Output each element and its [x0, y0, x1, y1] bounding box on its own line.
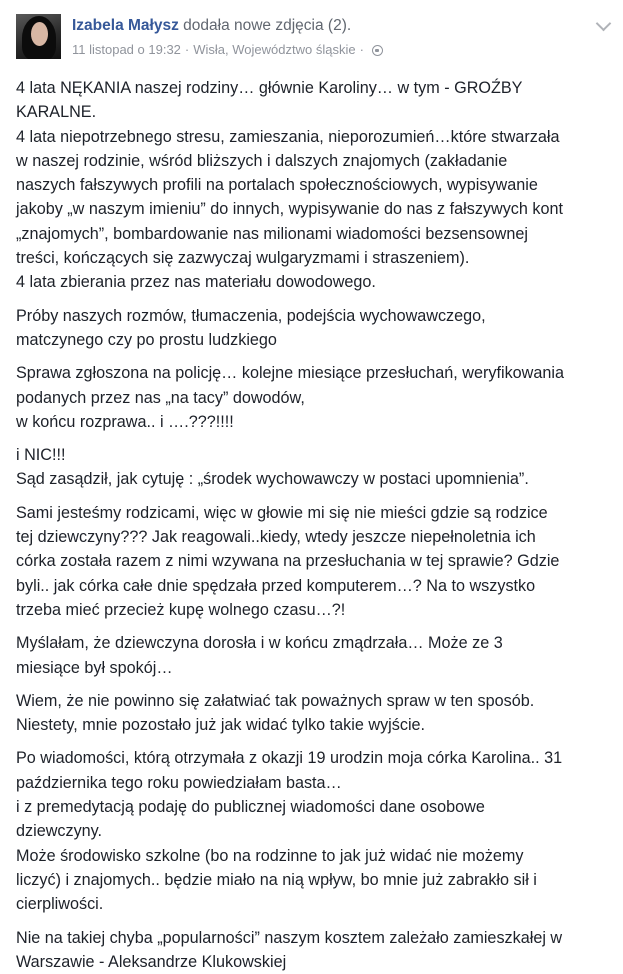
post-location[interactable]: Wisła, Województwo śląskie [193, 41, 355, 59]
header-text [72, 14, 609, 59]
post-text-line: Wiem, że nie powinno się załatwiać tak poważnych spraw w ten sposób. [16, 689, 605, 713]
post-text-line: córka została razem z nimi wzywana na przesłuchania w tej sprawie? Gdzie [16, 549, 605, 573]
post-text-line: byli.. jak córka całe dnie spędzała przed komputerem…? Na to wszystko [16, 574, 605, 598]
post-text-line: Sąd zasądził, jak cytuję : „środek wychowawczy w postaci upomnienia”. [16, 467, 605, 491]
author-name[interactable]: Izabela Małysz [72, 17, 179, 34]
post-header [16, 14, 609, 76]
post-text-line: miesiące był spokój… [16, 656, 605, 680]
post-paragraph [16, 746, 605, 916]
post-paragraph [16, 443, 605, 492]
post-text-line: i z premedytacją podaję do publicznej wiadomości dane osobowe [16, 795, 605, 819]
post-text-line: Niestety, mnie pozostało już jak widać tylko takie wyjście. [16, 713, 605, 737]
post-text-line: Może środowisko szkolne (bo na rodzinne to jak już widać nie możemy [16, 844, 605, 868]
post-text-line: podanych przez nas „na tacy” dowodów, [16, 386, 605, 410]
post-timestamp[interactable]: 11 listopad o 19:32 [72, 41, 181, 59]
post-paragraph [16, 926, 605, 974]
post-text-line: Nie na takiej chyba „popularności” naszym kosztem zależało zamieszkałej w [16, 926, 605, 950]
post-text-line: matczynego czy po prostu ludzkiego [16, 328, 605, 352]
author-avatar[interactable] [16, 14, 61, 59]
meta-separator-2: · [360, 41, 364, 59]
post-text-line: w końcu rozprawa.. i ….???!!!! [16, 410, 605, 434]
post-meta [72, 41, 609, 59]
post-text-line: tej dziewczyny??? Jak reagowali..kiedy, wtedy jeszcze niepełnoletnia ich [16, 525, 605, 549]
post-text-line: cierpliwości. [16, 892, 605, 916]
post-paragraph [16, 501, 605, 622]
post-body [16, 76, 609, 974]
avatar-face [31, 22, 48, 46]
post-text-line: Myślałam, że dziewczyna dorosła i w końcu zmądrzała… Może ze 3 [16, 631, 605, 655]
post-text-line: Po wiadomości, którą otrzymała z okazji 19 urodzin moja córka Karolina.. 31 [16, 746, 605, 770]
post-text-line: Warszawie - Aleksandrze Klukowskiej [16, 950, 605, 974]
post-paragraph [16, 631, 605, 680]
post-paragraph [16, 361, 605, 434]
post-text-line: „znajomych”, bombardowanie nas milionami wiadomości bezsensownej [16, 222, 605, 246]
post-text-line: 4 lata zbierania przez nas materiału dowodowego. [16, 270, 605, 294]
post-text-line: treści, kończących się zazwyczaj wulgaryzmami i straszeniem). [16, 246, 605, 270]
globe-icon[interactable] [372, 45, 383, 56]
post-text-line: Próby naszych rozmów, tłumaczenia, podejścia wychowawczego, [16, 304, 605, 328]
post-text-line: Sami jesteśmy rodzicami, więc w głowie mi się nie mieści gdzie są rodzice [16, 501, 605, 525]
meta-separator: · [185, 41, 189, 59]
post-text-line: 4 lata niepotrzebnego stresu, zamieszania, nieporozumień…które stwarzała [16, 125, 605, 149]
post-text-line: trzeba mieć przecież kupę wolnego czasu…?! [16, 598, 605, 622]
post-text-line: 4 lata NĘKANIA naszej rodziny… głównie Karoliny… w tym - GROŹBY [16, 76, 605, 100]
post-text-line: października tego roku powiedziałam basta… [16, 771, 605, 795]
post-text-line: w naszej rodzinie, wśród bliższych i dalszych znajomych (zakładanie [16, 149, 605, 173]
post-text-line: KARALNE. [16, 100, 605, 124]
post-paragraph [16, 76, 605, 295]
post-paragraph [16, 689, 605, 738]
post-text-line: dziewczyny. [16, 819, 605, 843]
post-text-line: liczyć) i znajomych.. będzie miało na nią wpływ, bo mnie już zabrakło sił i [16, 868, 605, 892]
post-text-line: Sprawa zgłoszona na policję… kolejne miesiące przesłuchań, weryfikowania [16, 361, 605, 385]
post-text-line: naszych fałszywych profili na portalach społecznościowych, wypisywanie [16, 173, 605, 197]
post-text-line: jakoby „w naszym imieniu” do innych, wypisywanie do nas z fałszywych kont [16, 197, 605, 221]
post-paragraph [16, 304, 605, 353]
header-title [72, 16, 609, 36]
post-action: dodała nowe zdjęcia (2). [183, 17, 351, 34]
post-text-line: i NIC!!! [16, 443, 605, 467]
